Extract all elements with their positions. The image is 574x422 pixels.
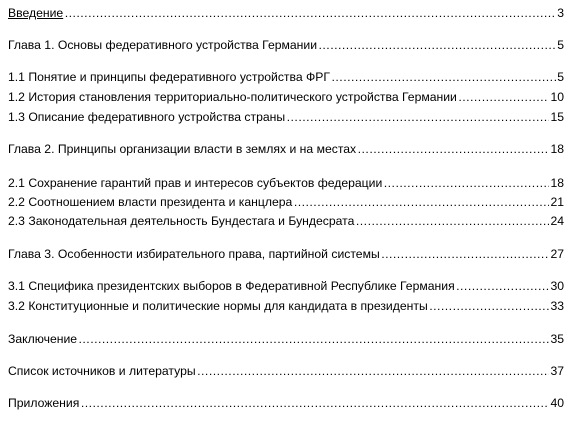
toc-entry-page: 35 [550,332,564,346]
toc-entry-section-1-2 [8,90,564,105]
toc-entry-introduction [8,6,564,21]
toc-entry-section-3-1 [8,279,564,294]
toc-entry-sources [8,364,564,379]
dot-leader [286,110,549,125]
toc-entry-title: 3.1 Специфика президентских выборов в Федеративной Республике Германия [8,279,455,293]
dot-leader [458,90,550,105]
toc-entry-page: 21 [550,195,564,209]
toc-entry-page: 27 [550,247,564,261]
toc-entry-section-1-1 [8,70,564,85]
toc-entry-title: 3.2 Конституционные и политические нормы для кандидата в президенты [8,299,428,313]
toc-entry-section-2-2 [8,195,564,210]
toc-entry-chapter-2 [8,142,564,157]
toc-entry-page: 3 [557,6,564,20]
toc-entry-title: Заключение [8,332,78,346]
toc-entry-title: Приложения [8,396,80,410]
toc-entry-page: 30 [550,279,564,293]
toc-entry-page: 15 [550,110,564,124]
toc-entry-chapter-3 [8,247,564,262]
toc-entry-chapter-1 [8,38,564,53]
toc-entry-title: Глава 1. Основы федеративного устройства Германии [8,38,318,52]
dot-leader [80,396,549,411]
toc-entry-conclusion [8,332,564,347]
toc-entry-page: 5 [557,38,564,52]
toc-entry-page: 5 [557,70,564,84]
dot-leader [355,214,549,229]
dot-leader [381,247,550,262]
toc-entry-title: Глава 3. Особенности избирательного права, партийной системы [8,247,380,261]
dot-leader [357,142,549,157]
toc-entry-page: 24 [550,214,564,228]
toc-entry-page: 37 [550,364,564,378]
toc-entry-title: 1.3 Описание федеративного устройства страны [8,110,286,124]
toc-entry-title: Введение [8,6,64,20]
dot-leader [318,38,556,53]
toc-entry-section-2-3 [8,214,564,229]
dot-leader [197,364,550,379]
toc-entry-page: 33 [550,299,564,313]
toc-entry-title: 2.3 Законодательная деятельность Бундестага и Бундесрата [8,214,355,228]
toc-entry-page: 18 [550,176,564,190]
toc-entry-page: 10 [550,90,564,104]
dot-leader [331,70,556,85]
dot-leader [383,176,549,191]
toc-entry-title: Глава 2. Принципы организации власти в землях и на местах [8,142,357,156]
toc-entry-page: 40 [550,396,564,410]
toc-entry-title: 1.2 История становления территориально-политического устройства Германии [8,90,457,104]
toc-entry-section-3-2 [8,299,564,314]
toc-entry-appendices [8,396,564,411]
dot-leader [429,299,550,314]
toc-entry-title: 2.2 Соотношением власти президента и канцлера [8,195,293,209]
toc-entry-section-2-1 [8,176,564,191]
dot-leader [293,195,549,210]
toc-entry-title: 1.1 Понятие и принципы федеративного устройства ФРГ [8,70,330,84]
dot-leader [78,332,549,347]
toc-entry-title: Список источников и литературы [8,364,196,378]
dot-leader [64,6,556,21]
toc-entry-title: 2.1 Сохранение гарантий прав и интересов субъектов федерации [8,176,383,190]
dot-leader [456,279,550,294]
toc-entry-section-1-3 [8,110,564,125]
toc-entry-page: 18 [550,142,564,156]
